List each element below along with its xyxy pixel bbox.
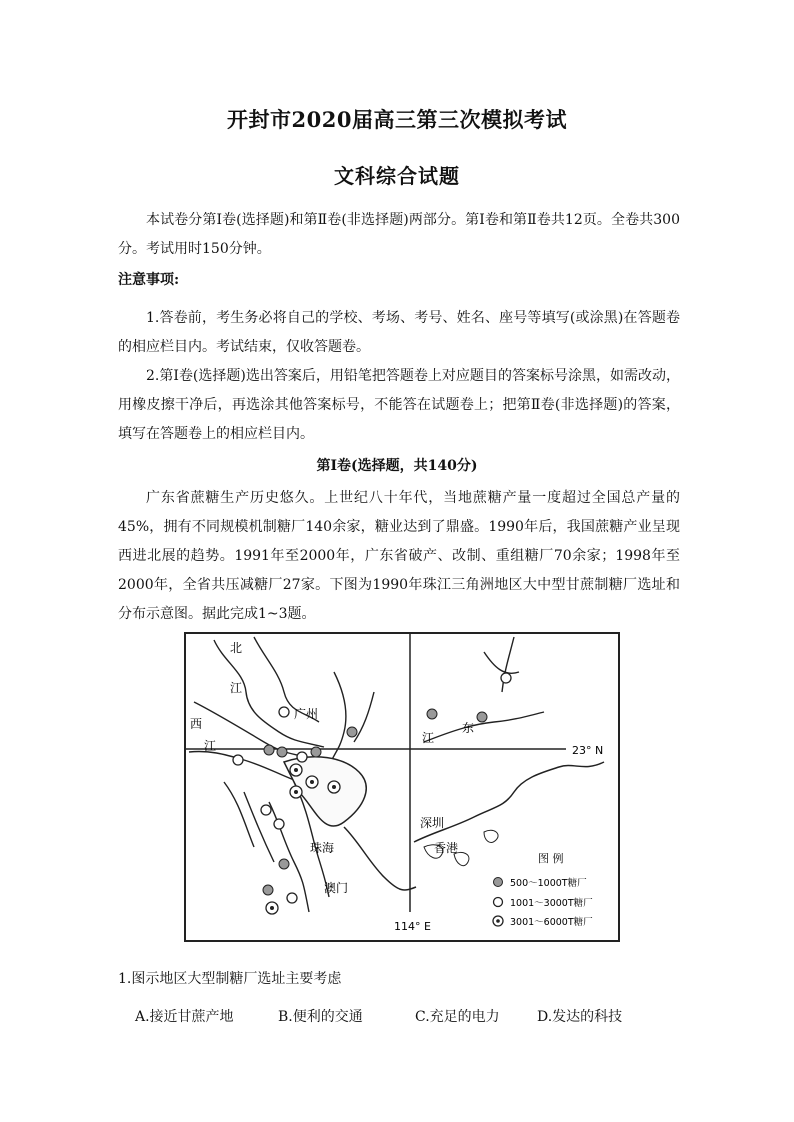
- label-latitude: 23° N: [572, 744, 604, 757]
- factory-marker-large-dot: [294, 768, 298, 772]
- exam-title: 开封市2020届高三第三次模拟考试: [227, 107, 567, 132]
- question-1-options: [135, 1006, 622, 1026]
- factory-marker-large-dot: [270, 906, 274, 910]
- factory-marker-medium: [297, 752, 307, 762]
- passage-paragraph: 广东省蔗糖生产历史悠久。上世纪八十年代，当地蔗糖产量一度超过全国总产量的45%，拥有不同规模机制糖厂140余家，糖业达到了鼎盛。1990年后，我国蔗糖产业呈现西进北展的趋势。1991年至2000年，广东省破产、改制、重组糖厂70余家；1998年至2000年，全省共压减糖厂27家。下图为1990年珠江三角洲地区大中型甘蔗制糖厂选址和分布示意图。据此完成1~3题。: [118, 490, 680, 622]
- label-jiang-east: 江: [422, 731, 435, 745]
- factory-marker-large-dot: [294, 790, 298, 794]
- notice-item-1: 1.答卷前，考生务必将自己的学校、考场、考号、姓名、座号等填写(或涂黑)在答题卷的相应栏目内。考试结束，仅收答题卷。: [118, 310, 680, 355]
- factory-marker-large-dot: [332, 785, 336, 789]
- question-1-stem: 1.图示地区大型制糖厂选址主要考虑: [118, 971, 342, 987]
- factory-marker-medium: [233, 755, 243, 765]
- factory-marker-small: [311, 747, 321, 757]
- legend-item-medium: 1001～3000T糖厂: [510, 898, 593, 909]
- option-a: A.接近甘蔗产地: [135, 1009, 234, 1025]
- factory-marker-medium: [501, 673, 511, 683]
- notice-heading: 注意事项:: [118, 272, 180, 288]
- label-longitude: 114° E: [394, 920, 431, 933]
- map-frame: [185, 633, 619, 941]
- factory-marker-medium: [261, 805, 271, 815]
- factory-marker-small: [277, 747, 287, 757]
- factory-marker-medium: [287, 893, 297, 903]
- label-aomen: 澳门: [324, 881, 349, 895]
- legend-small-marker: [494, 878, 503, 887]
- factory-marker-medium: [274, 819, 284, 829]
- label-guangzhou: 广州: [294, 707, 319, 721]
- legend-title: 图 例: [538, 852, 564, 865]
- label-shenzhen: 深圳: [420, 816, 445, 830]
- factory-marker-small: [263, 885, 273, 895]
- factory-marker-medium: [279, 707, 289, 717]
- option-c: C.充足的电力: [415, 1009, 500, 1025]
- factory-marker-small: [347, 727, 357, 737]
- label-zhuhai: 珠海: [310, 841, 335, 855]
- factory-marker-small: [264, 745, 274, 755]
- option-d: D.发达的科技: [537, 1009, 623, 1025]
- label-xianggang: 香港: [434, 841, 459, 855]
- factory-marker-small: [427, 709, 437, 719]
- factory-marker-small: [477, 712, 487, 722]
- notice-item-2: 2.第Ⅰ卷(选择题)选出答案后，用铅笔把答题卷上对应题目的答案标号涂黑，如需改动，用橡皮擦干净后，再选涂其他答案标号，不能答在试题卷上；把第Ⅱ卷(非选择题)的答案，填写在答题卷上的相应栏目内。: [118, 368, 680, 442]
- factory-marker-small: [279, 859, 289, 869]
- exam-subtitle: 文科综合试题: [334, 164, 460, 188]
- label-xi: 西: [190, 717, 203, 731]
- legend-large-marker-dot: [496, 919, 500, 923]
- label-bei: 北: [230, 641, 243, 655]
- legend-item-small: 500～1000T糖厂: [510, 878, 587, 889]
- factory-marker-large-dot: [310, 780, 314, 784]
- legend-medium-marker: [494, 898, 503, 907]
- label-jiang-north: 江: [230, 681, 243, 695]
- section-heading: 第Ⅰ卷(选择题，共140分): [316, 458, 478, 474]
- label-jiang-west: 江: [204, 739, 217, 753]
- intro-paragraph: 本试卷分第Ⅰ卷(选择题)和第Ⅱ卷(非选择题)两部分。第Ⅰ卷和第Ⅱ卷共12页。全卷共300分。考试用时150分钟。: [118, 212, 680, 257]
- label-dong: 东: [462, 721, 475, 735]
- option-b: B.便利的交通: [278, 1009, 363, 1025]
- legend-item-large: 3001～6000T糖厂: [510, 917, 593, 928]
- sugar-factory-map: [184, 632, 620, 942]
